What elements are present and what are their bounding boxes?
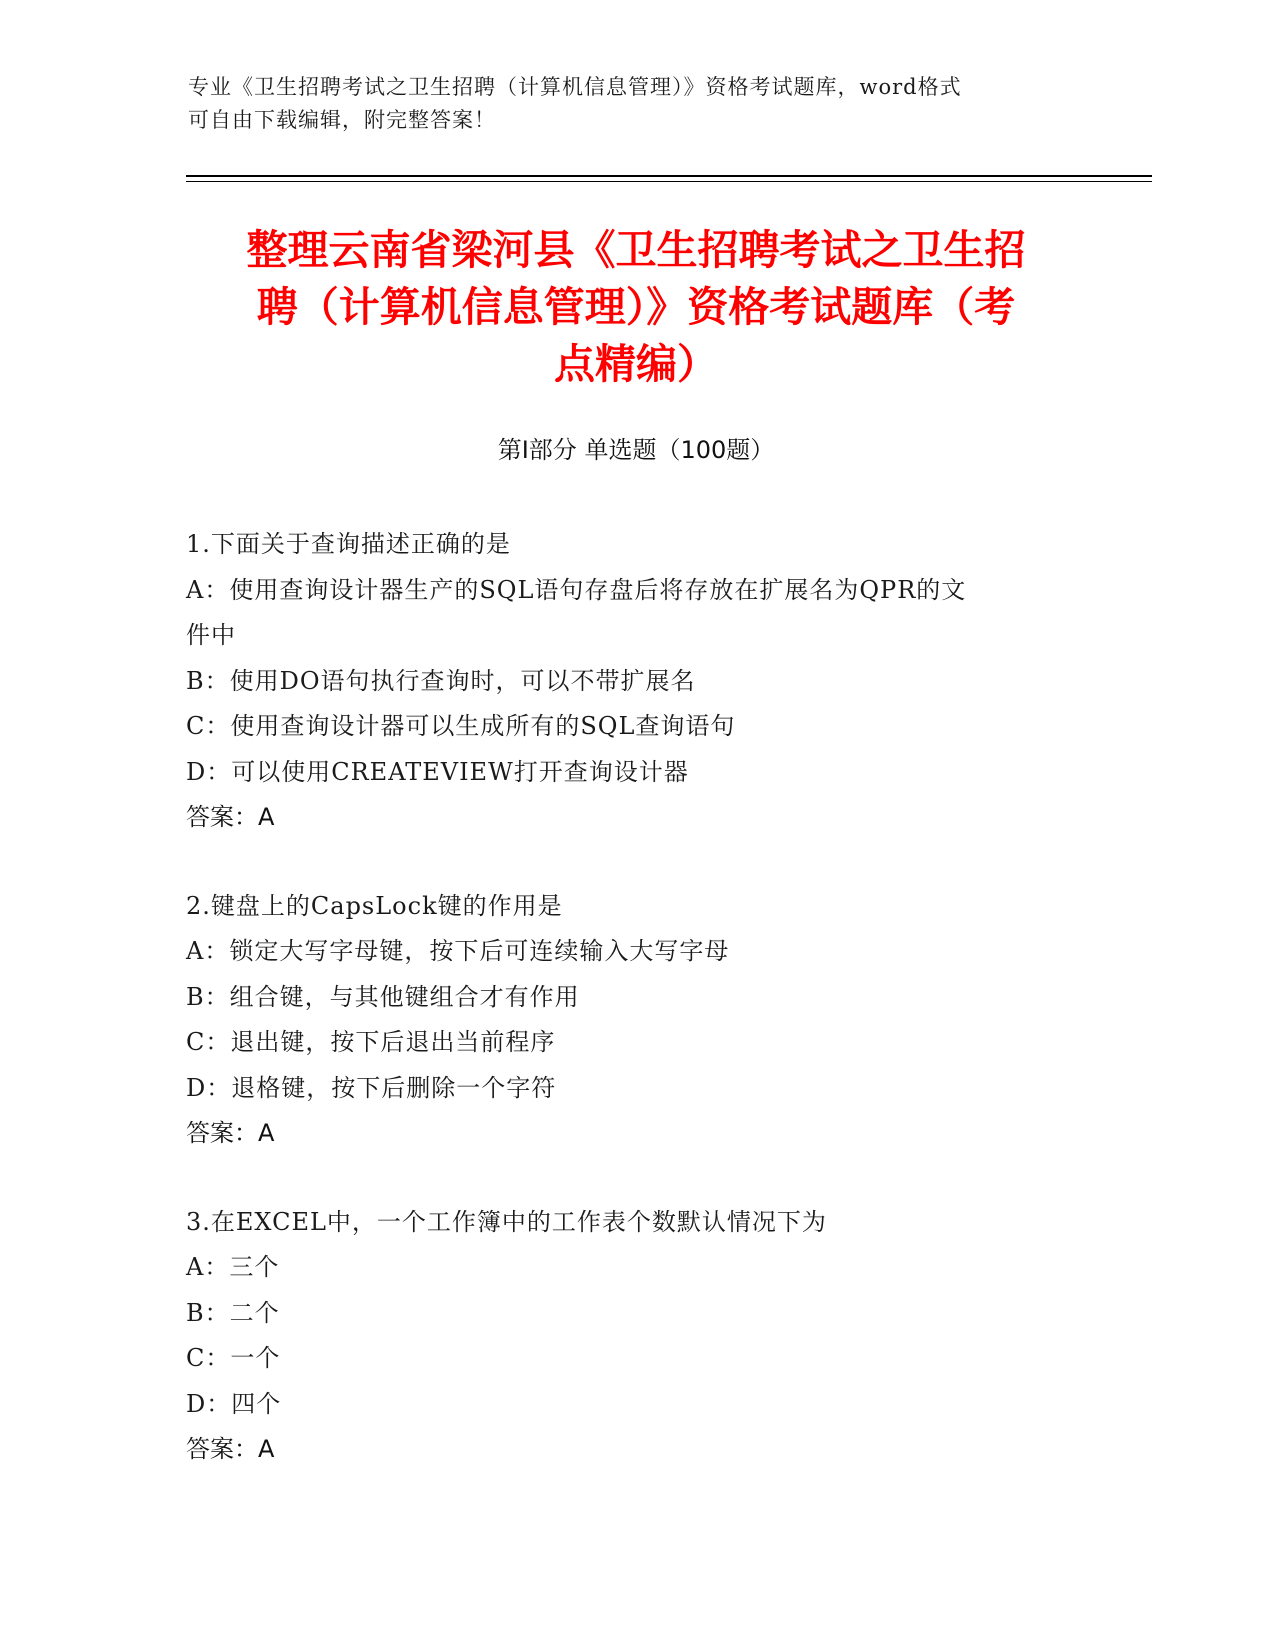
intro-line: 可自由下载编辑，附完整答案！: [188, 108, 496, 132]
option-a: A：锁定大写字母键，按下后可连续输入大写字母: [186, 937, 730, 965]
document-title: [186, 222, 1086, 393]
option-d: D：可以使用CREATEVIEW打开查询设计器: [186, 757, 689, 786]
answer-line: 答案：A: [186, 803, 275, 831]
question-stem: 3.在EXCEL中，一个工作簿中的工作表个数默认情况下为: [186, 1207, 827, 1236]
intro-text: [188, 71, 1068, 137]
section-heading: 第Ⅰ部分 单选题（100题）: [497, 436, 775, 464]
option-a: A：使用查询设计器生产的SQL语句存盘后将存放在扩展名为QPR的文: [186, 575, 967, 604]
question-stem: 1.下面关于查询描述正确的是: [186, 530, 511, 558]
question-stem: 2.键盘上的CapsLock键的作用是: [186, 891, 563, 920]
option-c: C：使用查询设计器可以生成所有的SQL查询语句: [186, 712, 736, 740]
question-list: [186, 522, 1086, 1516]
title-line: 整理云南省梁河县《卫生招聘考试之卫生招: [246, 226, 1026, 274]
option-a: A：三个: [186, 1253, 280, 1281]
option-a-continued: 件中: [186, 621, 236, 649]
option-c: C：一个: [186, 1344, 281, 1372]
question-item: [186, 522, 1086, 841]
option-b: B：使用DO语句执行查询时，可以不带扩展名: [186, 666, 696, 695]
option-b: B：组合键，与其他键组合才有作用: [186, 982, 580, 1011]
header-divider-thin: [186, 181, 1152, 182]
header-divider-thick: [186, 175, 1152, 177]
option-d: D：四个: [186, 1389, 282, 1418]
answer-line: 答案：A: [186, 1119, 275, 1147]
answer-line: 答案：A: [186, 1435, 275, 1463]
intro-line: 专业《卫生招聘考试之卫生招聘（计算机信息管理）》资格考试题库，word格式: [188, 75, 962, 99]
title-line: 点精编）: [554, 340, 718, 388]
option-d: D：退格键，按下后删除一个字符: [186, 1073, 557, 1102]
question-item: [186, 1200, 1086, 1473]
title-line: 聘（计算机信息管理）》资格考试题库（考: [256, 283, 1016, 331]
option-c: C：退出键，按下后退出当前程序: [186, 1028, 556, 1056]
option-b: B：二个: [186, 1298, 280, 1327]
question-item: [186, 884, 1086, 1157]
